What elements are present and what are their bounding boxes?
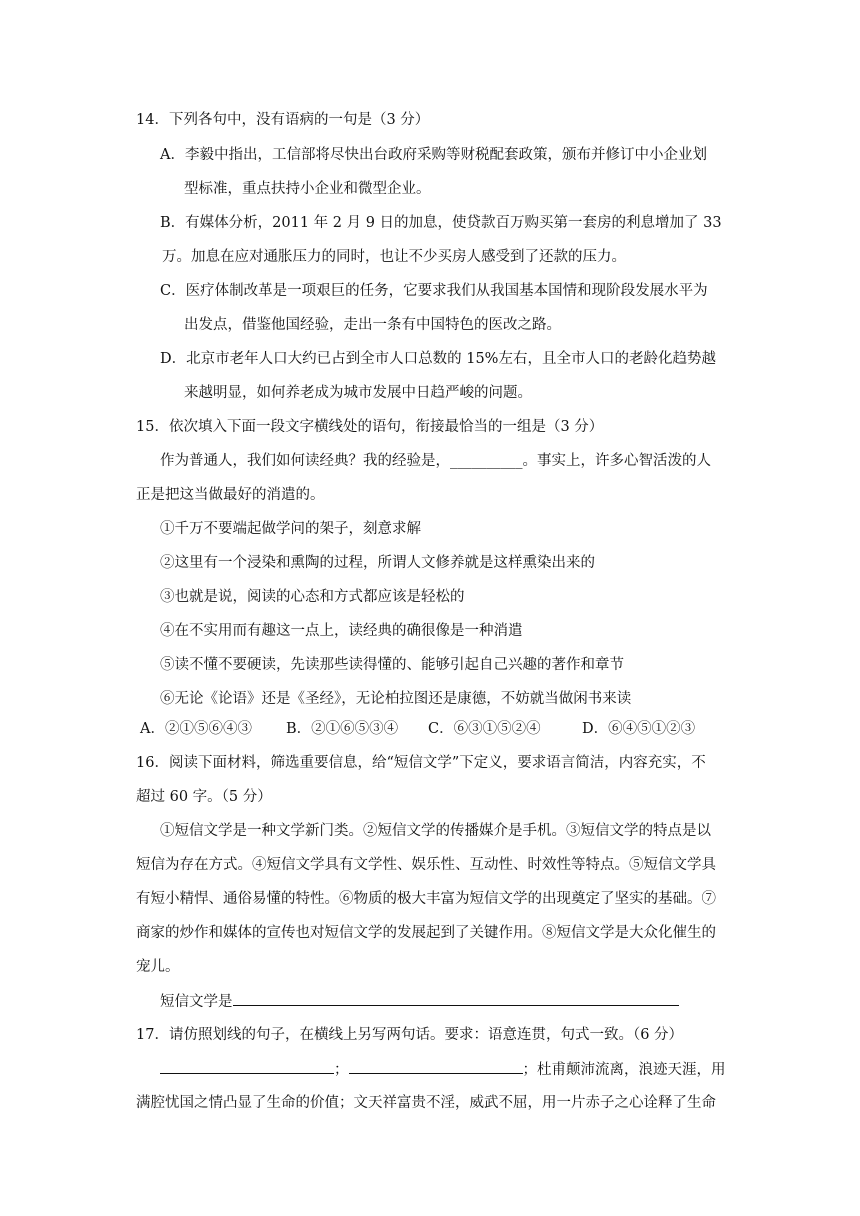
q16-answer-prefix: 短信文学是 bbox=[160, 994, 233, 1010]
q14-stem: 14．下列各句中，没有语病的一句是（3 分） bbox=[136, 112, 430, 128]
q16-material-line2: 短信为存在方式。④短信文学具有文学性、娱乐性、互动性、时效性等特点。⑤短信文学具 bbox=[136, 857, 716, 873]
q15-passage-line1 bbox=[160, 451, 711, 471]
q16-answer-line bbox=[160, 991, 679, 1012]
q14-option-d-line2: 来越明显，如何养老成为城市发展中日趋严峻的问题。 bbox=[184, 385, 532, 401]
q17-blank-2[interactable] bbox=[349, 1059, 523, 1074]
q15-item-6: ⑥无论《论语》还是《圣经》，无论柏拉图还是康德，不妨就当做闲书来读 bbox=[160, 691, 632, 707]
q15-passage-after: 。事实上，许多心智活泼的人 bbox=[522, 453, 711, 469]
q17-stem: 17．请仿照划线的句子，在横线上另写两句话。要求：语意连贯，句式一致。（6 分） bbox=[136, 1027, 684, 1043]
q17-separator-1: ； bbox=[334, 1062, 349, 1078]
q14-option-a-line1: A．李毅中指出，工信部将尽快出台政府采购等财税配套政策，颁布并修订中小企业划 bbox=[160, 147, 707, 163]
q15-passage-line2: 正是把这当做最好的消遣的。 bbox=[136, 487, 325, 503]
q16-stem-line2: 超过 60 字。（5 分） bbox=[136, 789, 272, 805]
q15-option-c[interactable]: C．⑥③①⑤②④ bbox=[428, 721, 541, 737]
q15-item-4: ④在不实用而有趣这一点上，读经典的确很像是一种消遣 bbox=[160, 623, 523, 639]
q15-option-d[interactable]: D．⑥④⑤①②③ bbox=[582, 721, 696, 737]
q15-item-1: ①千万不要端起做学问的架子，刻意求解 bbox=[160, 521, 421, 537]
q17-continuation: ；杜甫颠沛流离，浪迹天涯，用 bbox=[522, 1062, 726, 1078]
q15-fill-blank[interactable]: __________ bbox=[450, 453, 523, 469]
q15-item-3: ③也就是说，阅读的心态和方式都应该是轻松的 bbox=[160, 589, 465, 605]
q15-option-a[interactable]: A．②①⑤⑥④③ bbox=[140, 721, 252, 737]
q14-option-a-line2: 型标准，重点扶持小企业和微型企业。 bbox=[184, 181, 431, 197]
q16-material-line5: 宠儿。 bbox=[136, 959, 180, 975]
q17-blank-1[interactable] bbox=[160, 1059, 334, 1074]
q15-stem: 15．依次填入下面一段文字横线处的语句，衔接最恰当的一组是（3 分） bbox=[136, 419, 604, 435]
q16-material-line3: 有短小精悍、通俗易懂的特性。⑥物质的极大丰富为短信文学的出现奠定了坚实的基础。⑦ bbox=[136, 891, 716, 907]
q17-example-line: 满腔忧国之情凸显了生命的价值；文天祥富贵不淫，威武不屈，用一片赤子之心诠释了生命 bbox=[136, 1095, 716, 1111]
q14-option-d-line1: D．北京市老年人口大约已占到全市人口总数的 15%左右，且全市人口的老龄化趋势越 bbox=[160, 351, 716, 367]
q14-option-c-line1: C．医疗体制改革是一项艰巨的任务，它要求我们从我国基本国情和现阶段发展水平为 bbox=[160, 283, 708, 299]
q14-option-b-line2: 万。加息在应对通胀压力的同时，也让不少买房人感受到了还款的压力。 bbox=[162, 249, 626, 265]
q15-passage-before: 作为普通人，我们如何读经典？我的经验是， bbox=[160, 453, 450, 469]
q15-option-b[interactable]: B．②①⑥⑤③④ bbox=[286, 721, 399, 737]
q15-item-2: ②这里有一个浸染和熏陶的过程，所谓人文修养就是这样熏染出来的 bbox=[160, 555, 595, 571]
q14-option-b-line1: B．有媒体分析，2011 年 2 月 9 日的加息，使贷款百万购买第一套房的利息增加了 33 bbox=[160, 215, 722, 231]
q16-stem-line1: 16．阅读下面材料，筛选重要信息，给“短信文学”下定义，要求语言简洁，内容充实，不 bbox=[136, 755, 706, 771]
q17-fill-line bbox=[160, 1059, 726, 1080]
q14-option-c-line2: 出发点，借鉴他国经验，走出一条有中国特色的医改之路。 bbox=[184, 317, 561, 333]
q15-item-5: ⑤读不懂不要硬读，先读那些读得懂的、能够引起自己兴趣的著作和章节 bbox=[160, 657, 624, 673]
q16-answer-blank[interactable] bbox=[233, 991, 679, 1006]
q16-material-line4: 商家的炒作和媒体的宣传也对短信文学的发展起到了关键作用。⑧短信文学是大众化催生的 bbox=[136, 925, 716, 941]
q16-material-line1: ①短信文学是一种文学新门类。②短信文学的传播媒介是手机。③短信文学的特点是以 bbox=[160, 823, 711, 839]
